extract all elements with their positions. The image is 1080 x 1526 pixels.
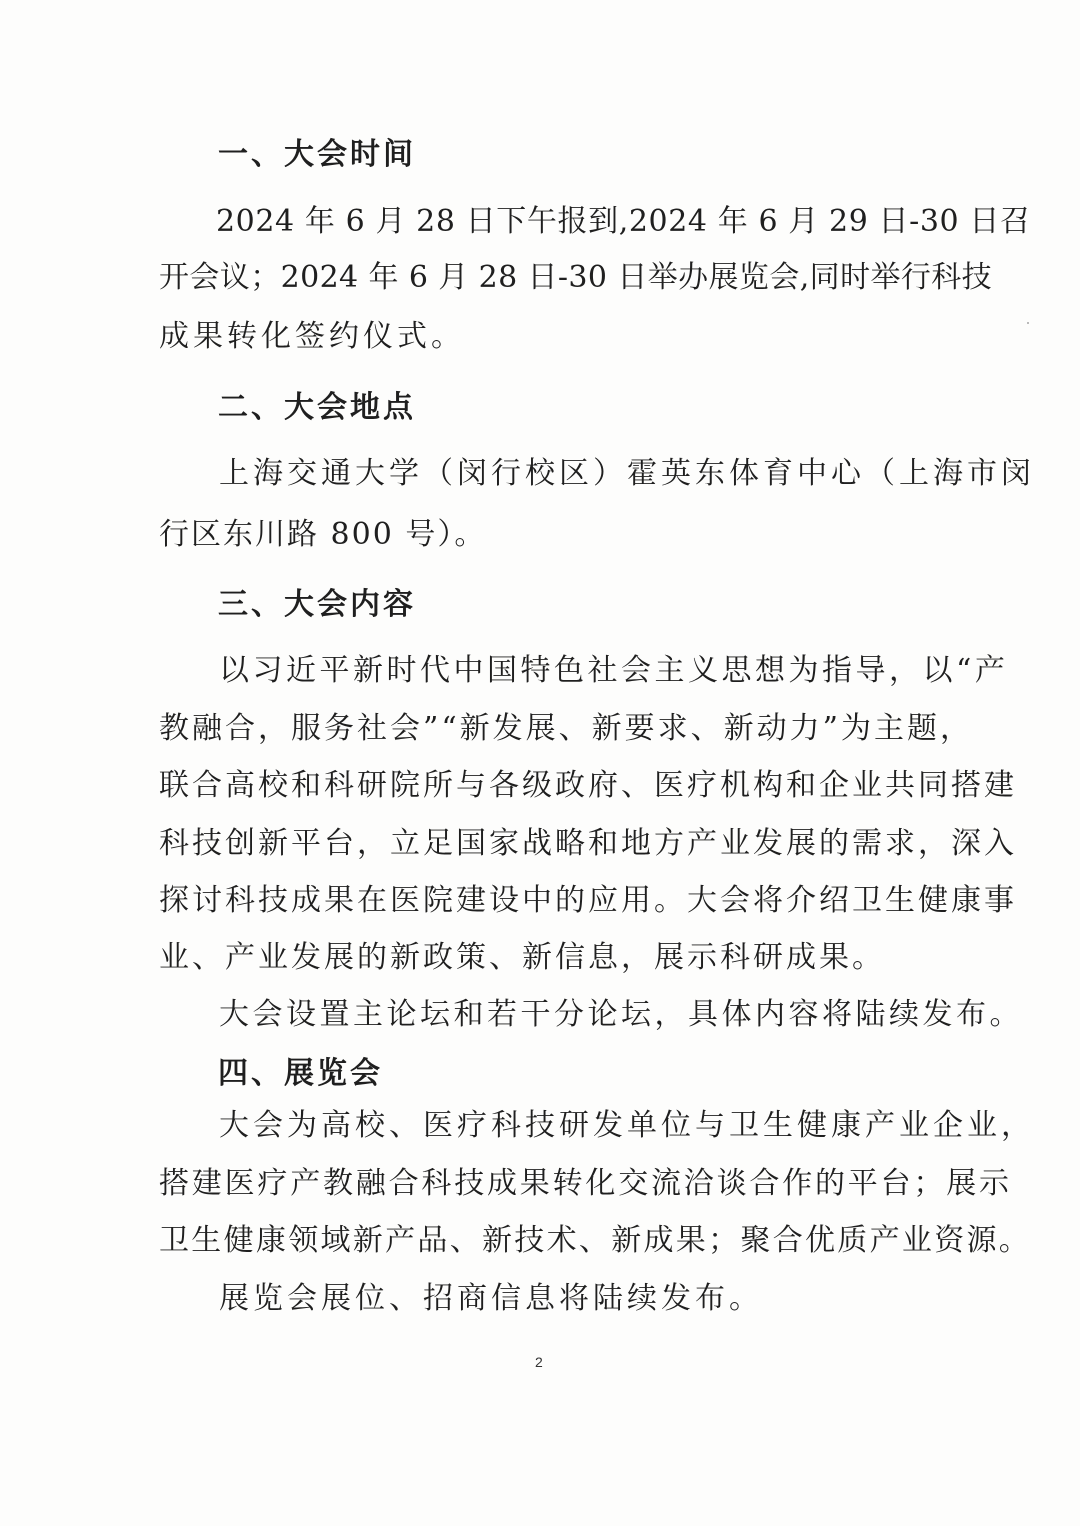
paragraph-line: 业、产业发展的新政策、新信息，展示科研成果。 xyxy=(159,940,885,975)
paragraph-line: 行区东川路 800 号）。 xyxy=(159,517,487,552)
paragraph-line: 大会为高校、医疗科技研发单位与卫生健康产业企业， xyxy=(219,1108,1035,1143)
section-heading-location: 二、大会地点 xyxy=(218,390,416,425)
paragraph-line: 上海交通大学（闵行校区）霍英东体育中心（上海市闵 xyxy=(219,456,1035,491)
paragraph-line: 搭建医疗产教融合科技成果转化交流洽谈合作的平台；展示 xyxy=(159,1166,1012,1201)
paragraph-line: 以习近平新时代中国特色社会主义思想为指导，以“产 xyxy=(219,653,1009,688)
page-number: 2 xyxy=(535,1354,543,1370)
section-heading-time: 一、大会时间 xyxy=(218,137,416,172)
paragraph-line: 科技创新平台，立足国家战略和地方产业发展的需求，深入 xyxy=(159,826,1017,861)
paragraph-line: 大会设置主论坛和若干分论坛，具体内容将陆续发布。 xyxy=(219,997,1023,1032)
section-heading-content: 三、大会内容 xyxy=(218,587,416,622)
paragraph-line: 开会议；2024 年 6 月 28 日-30 日举办展览会,同时举行科技 xyxy=(159,260,993,295)
paragraph-line: 教融合，服务社会”“新发展、新要求、新动力”为主题， xyxy=(159,711,974,746)
paragraph-line: 卫生健康领域新产品、新技术、新成果；聚合优质产业资源。 xyxy=(159,1223,1032,1258)
paragraph-line: 2024 年 6 月 28 日下午报到,2024 年 6 月 29 日-30 日召 xyxy=(216,204,1031,239)
paragraph-line: 成果转化签约仪式。 xyxy=(159,319,465,354)
section-heading-exhibition: 四、展览会 xyxy=(218,1056,383,1091)
paragraph-line: 探讨科技成果在医院建设中的应用。大会将介绍卫生健康事 xyxy=(159,883,1017,918)
scan-speck xyxy=(1027,322,1029,324)
paragraph-line: 展览会展位、招商信息将陆续发布。 xyxy=(219,1281,763,1316)
paragraph-line: 联合高校和科研院所与各级政府、医疗机构和企业共同搭建 xyxy=(159,768,1017,803)
